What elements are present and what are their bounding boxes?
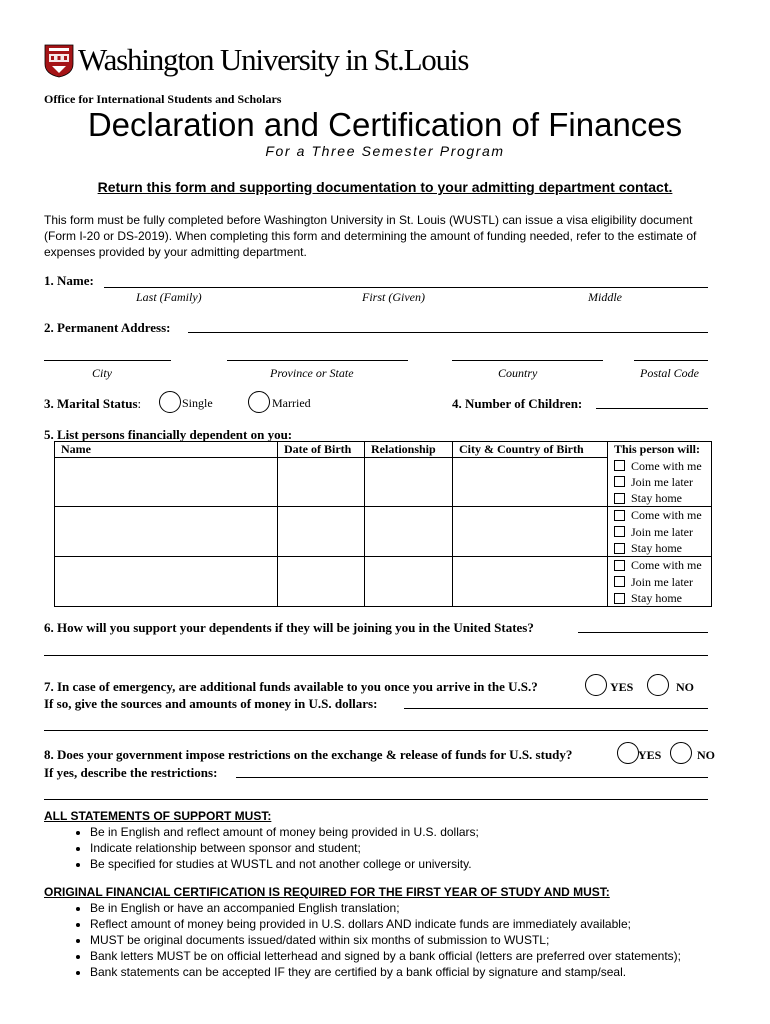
dependents-table: [54, 441, 712, 607]
list-item: • Be specified for studies at WUSTL and not another college or university.: [90, 856, 479, 872]
checkbox[interactable]: [614, 460, 625, 471]
name-label: 1. Name:: [44, 273, 94, 288]
table-header-row: [55, 442, 712, 458]
dependent-plan-cell: [608, 507, 712, 557]
col-birthplace: City & Country of Birth: [453, 442, 608, 458]
support-dependents-field[interactable]: [578, 632, 708, 633]
option-come-with-me[interactable]: Come with me: [614, 507, 711, 523]
name-sub-last: Last (Family): [136, 290, 202, 304]
address-street-field[interactable]: [188, 332, 708, 333]
emergency-yes-label: YES: [610, 680, 634, 694]
office-name: Office for International Students and Scholars: [44, 92, 282, 106]
checkbox[interactable]: [614, 526, 625, 537]
emergency-yes-radio[interactable]: [585, 674, 607, 696]
certification-requirements: [44, 884, 681, 980]
page-subtitle: For a Three Semester Program: [265, 143, 505, 159]
dependent-name-cell[interactable]: [55, 458, 278, 507]
marital-status-label: 3. Marital Status:: [44, 396, 142, 411]
dependent-plan-cell: [608, 557, 712, 607]
address-city-field[interactable]: [44, 360, 171, 361]
dependent-name-cell[interactable]: [55, 507, 278, 557]
emergency-sources-field[interactable]: [404, 708, 708, 709]
emergency-funds-label: 7. In case of emergency, are additional funds available to you once you arrive in the U.S.?: [44, 679, 538, 694]
checkbox[interactable]: [614, 476, 625, 487]
restrictions-field-2[interactable]: [44, 799, 708, 800]
col-dob: Date of Birth: [278, 442, 365, 458]
col-this-person-will: This person will:: [608, 442, 712, 458]
address-sub-postal: Postal Code: [640, 366, 699, 380]
option-stay-home[interactable]: Stay home: [614, 590, 711, 606]
checkbox[interactable]: [614, 560, 625, 571]
checkbox[interactable]: [614, 543, 625, 554]
address-sub-province: Province or State: [270, 366, 354, 380]
address-sub-country: Country: [498, 366, 538, 380]
restrictions-no-radio[interactable]: [670, 742, 692, 764]
dependent-dob-cell[interactable]: [278, 557, 365, 607]
option-come-with-me[interactable]: Come with me: [614, 458, 711, 474]
table-row: [55, 557, 712, 607]
checkbox[interactable]: [614, 593, 625, 604]
option-join-me-later[interactable]: Join me later: [614, 524, 711, 540]
support-heading: ALL STATEMENTS OF SUPPORT MUST:: [44, 809, 272, 823]
emergency-no-radio[interactable]: [647, 674, 669, 696]
list-item: • Be in English and reflect amount of money being provided in U.S. dollars;: [90, 824, 479, 840]
checkbox[interactable]: [614, 493, 625, 504]
children-field[interactable]: [596, 408, 708, 409]
list-item: • Reflect amount of money being provided in U.S. dollars AND indicate funds are immediately available;: [90, 916, 681, 932]
restrictions-yes-radio[interactable]: [617, 742, 639, 764]
list-item: • Be in English or have an accompanied English translation;: [90, 900, 681, 916]
dependent-dob-cell[interactable]: [278, 458, 365, 507]
university-logo-text: Washington University in St.Louis: [78, 42, 469, 77]
col-relationship: Relationship: [365, 442, 453, 458]
name-sub-first: First (Given): [362, 290, 425, 304]
dependent-relationship-cell[interactable]: [365, 507, 453, 557]
page-title: Declaration and Certification of Finances: [87, 106, 683, 143]
married-label: Married: [272, 396, 311, 410]
option-come-with-me[interactable]: Come with me: [614, 557, 711, 573]
restrictions-describe-label: If yes, describe the restrictions:: [44, 765, 218, 780]
checkbox[interactable]: [614, 510, 625, 521]
emergency-no-label: NO: [676, 680, 694, 694]
list-item: • MUST be original documents issued/dated within six months of submission to WUSTL;: [90, 932, 681, 948]
certification-heading: ORIGINAL FINANCIAL CERTIFICATION IS REQUIRED FOR THE FIRST YEAR OF STUDY AND MUST:: [44, 885, 610, 899]
address-province-field[interactable]: [227, 360, 408, 361]
option-join-me-later[interactable]: Join me later: [614, 474, 711, 490]
emergency-sources-label: If so, give the sources and amounts of money in U.S. dollars:: [44, 696, 378, 711]
address-label: 2. Permanent Address:: [44, 320, 171, 335]
dependent-birthplace-cell[interactable]: [453, 557, 608, 607]
dependent-plan-cell: [608, 458, 712, 507]
restrictions-no-label: NO: [697, 748, 715, 762]
address-postal-field[interactable]: [634, 360, 708, 361]
option-stay-home[interactable]: Stay home: [614, 540, 711, 556]
dependents-label: 5. List persons financially dependent on you:: [44, 427, 293, 442]
dependent-relationship-cell[interactable]: [365, 557, 453, 607]
table-row: [55, 507, 712, 557]
married-radio[interactable]: [248, 391, 270, 413]
dependent-name-cell[interactable]: [55, 557, 278, 607]
single-label: Single: [182, 396, 213, 410]
support-dependents-field-2[interactable]: [44, 655, 708, 656]
option-join-me-later[interactable]: Join me later: [614, 574, 711, 590]
restrictions-field[interactable]: [236, 777, 708, 778]
return-notice: Return this form and supporting documentation to your admitting department contact.: [97, 179, 673, 195]
support-requirements: [44, 808, 479, 872]
children-label: 4. Number of Children:: [452, 396, 583, 411]
dependent-birthplace-cell[interactable]: [453, 458, 608, 507]
intro-paragraph: This form must be fully completed before Washington University in St. Louis (WUSTL) can issue a visa eligibility document (Form I-20 or DS-2019). When completing this form and determining the amount of funding needed, refer to the estimate of expenses provided by your admitting department.: [44, 213, 697, 259]
support-dependents-label: 6. How will you support your dependents if they will be joining you in the United States?: [44, 620, 534, 635]
list-item: • Bank letters MUST be on official letterhead and signed by a bank official (letters are preferred over statements);: [90, 948, 681, 964]
dependent-birthplace-cell[interactable]: [453, 507, 608, 557]
address-sub-city: City: [92, 366, 112, 380]
restrictions-label: 8. Does your government impose restrictions on the exchange & release of funds for U.S. study?: [44, 747, 573, 762]
checkbox[interactable]: [614, 576, 625, 587]
single-radio[interactable]: [159, 391, 181, 413]
col-name: Name: [55, 442, 278, 458]
list-item: • Indicate relationship between sponsor and student;: [90, 840, 479, 856]
address-country-field[interactable]: [452, 360, 603, 361]
table-row: [55, 458, 712, 507]
restrictions-yes-label: YES: [638, 748, 662, 762]
emergency-sources-field-2[interactable]: [44, 730, 708, 731]
list-item: • Bank statements can be accepted IF they are certified by a bank official by signature and stamp/seal.: [90, 964, 681, 980]
dependent-relationship-cell[interactable]: [365, 458, 453, 507]
name-sub-middle: Middle: [588, 290, 622, 304]
name-field[interactable]: [104, 287, 708, 288]
option-stay-home[interactable]: Stay home: [614, 490, 711, 506]
dependent-dob-cell[interactable]: [278, 507, 365, 557]
university-crest-icon: [44, 44, 74, 78]
